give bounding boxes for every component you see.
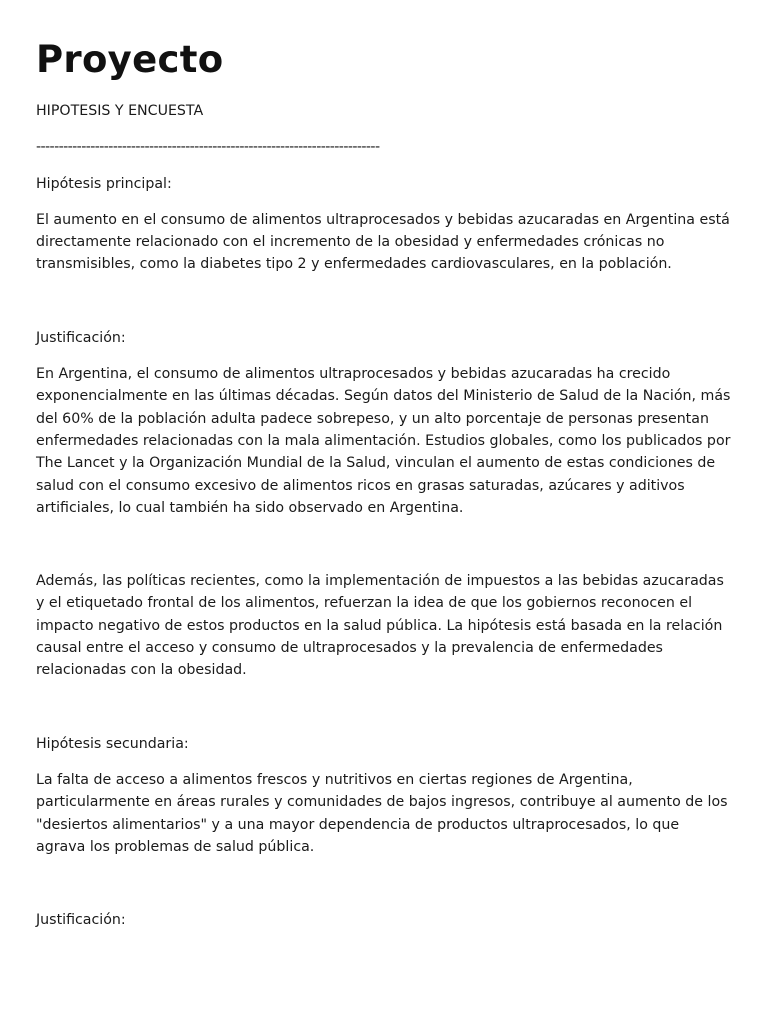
primary-hypothesis-heading: Hipótesis principal: — [36, 175, 172, 192]
primary-hypothesis-text: El aumento en el consumo de alimentos ultraprocesados y bebidas azucaradas en Argentina está directamente relacionado con el incremento de la obesidad y enfermedades crónicas no transmisibles, como la diabetes tipo 2 y enfermedades cardiovasculares, en la población. — [36, 211, 730, 273]
secondary-hypothesis-text: La falta de acceso a alimentos frescos y nutritivos en ciertas regiones de Argentina, particularmente en áreas rurales y comunidades de bajos ingresos, contribuye al aumento de los "desiertos alimentarios" y a una mayor dependencia de productos ultraprocesados, lo que agrava los problemas de salud pública. — [36, 771, 728, 855]
justification-paragraph-1: En Argentina, el consumo de alimentos ultraprocesados y bebidas azucaradas ha crecido exponencialmente en las últimas décadas. Según datos del Ministerio de Salud de la Nación, más del 60% de la población adulta padece sobrepeso, y un alto porcentaje de personas presentan enfermedades relacionadas con la mala alimentación. Estudios globales, como los publicados por The Lancet y la Organización Mundial de la Salud, vinculan el aumento de estas condiciones de salud con el consumo excesivo de alimentos ricos en grasas saturadas, azúcares y aditivos artificiales, lo cual también ha sido observado en Argentina. — [36, 366, 731, 516]
justification-paragraph-2: Además, las políticas recientes, como la implementación de impuestos a las bebidas azucaradas y el etiquetado frontal de los alimentos, refuerzan la idea de que los gobiernos reconocen el impacto negativo de estos productos en la salud pública. La hipótesis está basada en la relación causal entre el acceso y consumo de ultraprocesados y la prevalencia de enfermedades relacionadas con la obesidad. — [36, 573, 724, 679]
justification-heading-1: Justificación: — [36, 329, 126, 346]
document-subtitle: HIPOTESIS Y ENCUESTA — [36, 103, 204, 119]
secondary-hypothesis-heading: Hipótesis secundaria: — [36, 735, 189, 752]
section-divider: ---------------------------------------------------------------------------- — [36, 139, 380, 156]
justification-heading-2: Justificación: — [36, 912, 126, 929]
page-title: Proyecto — [36, 38, 224, 81]
